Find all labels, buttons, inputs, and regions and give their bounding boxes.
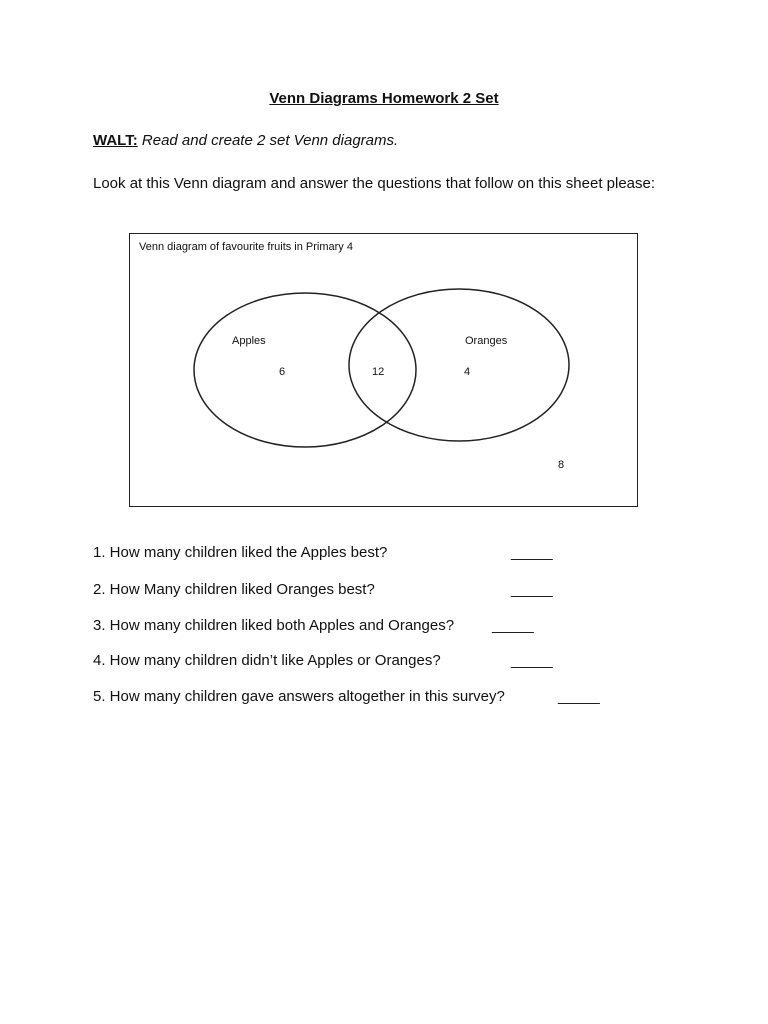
neither-count: 8 <box>558 459 565 471</box>
walt-text: Read and create 2 set Venn diagrams. <box>141 132 399 149</box>
walt-label: WALT: <box>93 132 138 149</box>
answer-blank-2[interactable]: _____ <box>511 581 553 598</box>
question-1: 1. How many children liked the Apples best? <box>93 544 388 561</box>
question-5: 5. How many children gave answers altogether in this survey? <box>93 688 505 705</box>
answer-blank-3[interactable]: _____ <box>492 617 534 634</box>
oranges-only-count: 4 <box>464 366 471 378</box>
question-4: 4. How many children didn’t like Apples or Oranges? <box>93 652 441 669</box>
page-title: Venn Diagrams Homework 2 Set <box>269 90 499 107</box>
apples-label: Apples <box>232 335 266 347</box>
question-2: 2. How Many children liked Oranges best? <box>93 581 375 598</box>
apples-only-count: 6 <box>279 366 286 378</box>
oranges-label: Oranges <box>465 335 508 347</box>
answer-blank-5[interactable]: _____ <box>558 688 600 705</box>
intro-instructions: Look at this Venn diagram and answer the questions that follow on this sheet please: <box>93 175 656 192</box>
venn-diagram-title: Venn diagram of favourite fruits in Primary 4 <box>139 241 353 253</box>
answer-blank-4[interactable]: _____ <box>511 652 553 669</box>
both-count: 12 <box>372 366 385 378</box>
question-3: 3. How many children liked both Apples and Oranges? <box>93 617 455 634</box>
answer-blank-1[interactable]: _____ <box>511 544 553 561</box>
